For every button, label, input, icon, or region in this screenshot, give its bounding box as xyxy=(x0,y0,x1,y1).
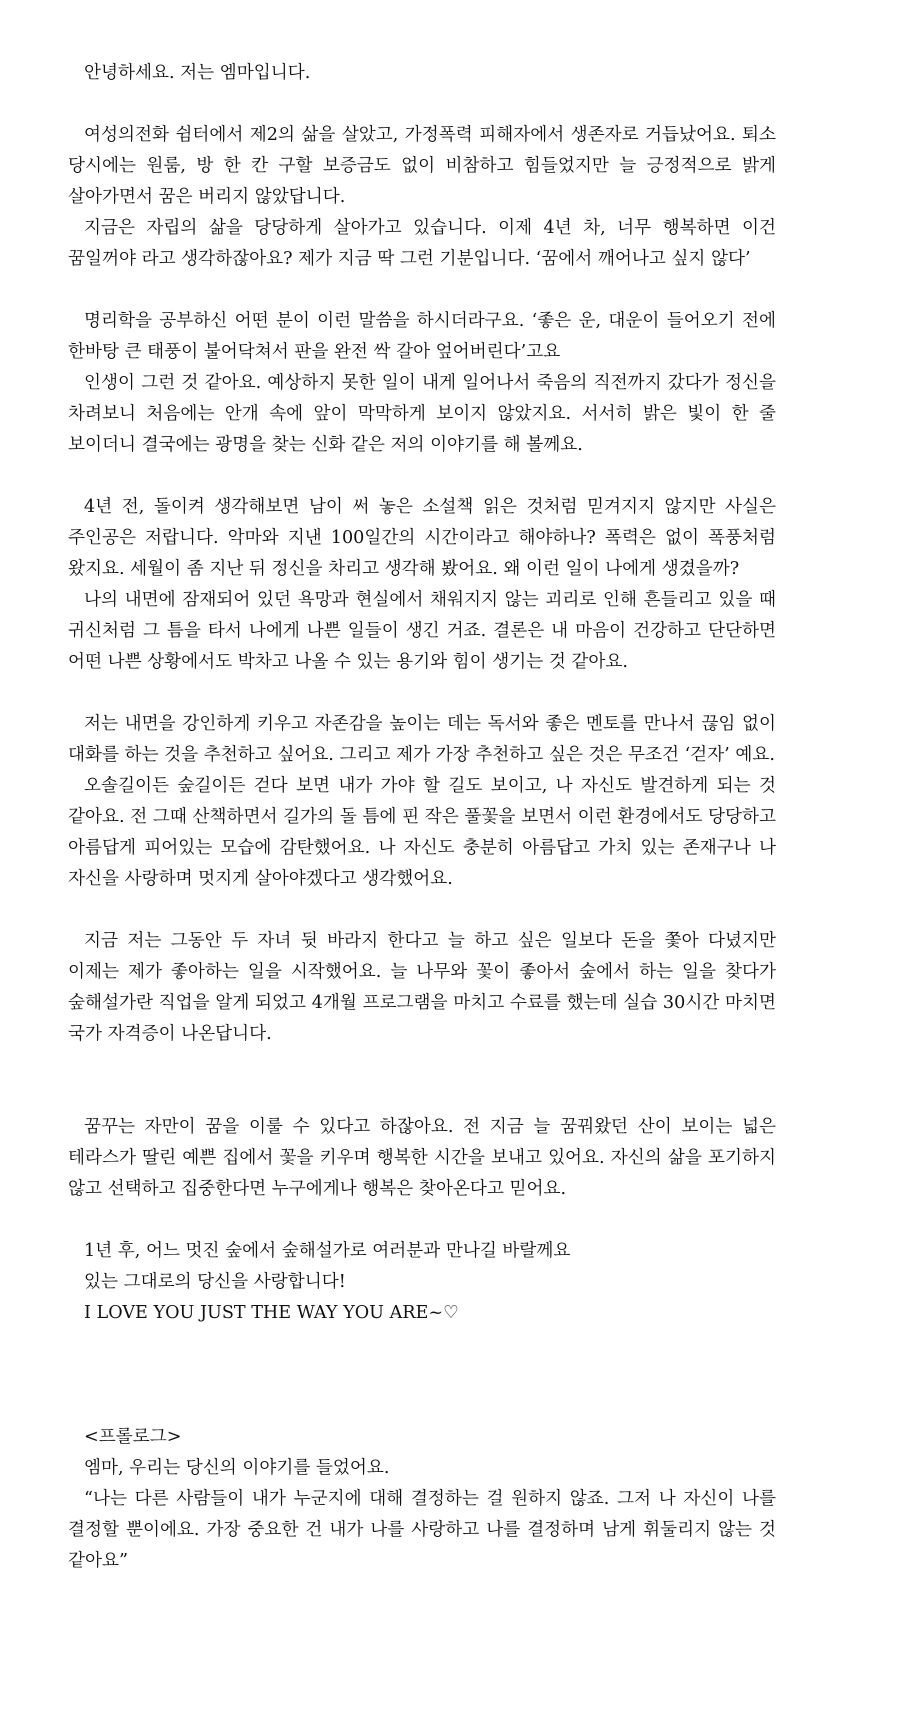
paragraph-inner-self: 나의 내면에 잠재되어 있던 욕망과 현실에서 채워지지 않는 괴리로 인해 흔들리고 있을 때 귀신처럼 그 틈을 타서 나에게 나쁜 일들이 생긴 거죠. 결론은 내 마음이 건강하고 단단하면 어떤 나쁜 상황에서도 박차고 나올 수 있는 용기와 힘이 생기는 것 같아요. xyxy=(68,590,776,672)
paragraph-love-yourself: 있는 그대로의 당신을 사랑합니다! xyxy=(84,1272,346,1292)
paragraph-prologue-quote: “나는 다른 사람들이 내가 누군지에 대해 결정하는 걸 원하지 않죠. 그저 나 자신이 나를 결정할 뿐이에요. 가장 중요한 건 내가 나를 사랑하고 나를 결정하며 남게 휘둘리지 않는 것 같아요” xyxy=(68,1489,776,1571)
paragraph-shelter: 여성의전화 쉼터에서 제2의 삶을 살았고, 가정폭력 피해자에서 생존자로 거듭났어요. 퇴소 당시에는 원룸, 방 한 칸 구할 보증금도 없이 비참하고 힘들었지만 늘 긍정적으로 밝게 살아가면서 꿈은 버리지 않았답니다. xyxy=(68,125,776,207)
paragraph-four-years-ago: 4년 전, 돌이켜 생각해보면 남이 써 놓은 소설책 읽은 것처럼 믿겨지지 않지만 사실은 주인공은 저랍니다. 악마와 지낸 100일간의 시간이라고 해야하나? 폭력은 없이 폭풍처럼 왔지요. 세월이 좀 지난 뒤 정신을 차리고 생각해 봤어요. 왜 이런 일이 나에게 생겼을까? xyxy=(68,497,776,579)
paragraph-life: 인생이 그런 것 같아요. 예상하지 못한 일이 내게 일어나서 죽음의 직전까지 갔다가 정신을 차려보니 처음에는 안개 속에 앞이 막막하게 보이지 않았지요. 서서히 밝은 빛이 한 줄 보이더니 결국에는 광명을 찾는 신화 같은 저의 이야기를 해 볼께요. xyxy=(68,373,776,455)
paragraph-fortune: 명리학을 공부하신 어떤 분이 이런 말씀을 하시더라구요. ‘좋은 운, 대운이 들어오기 전에 한바탕 큰 태풍이 불어닥쳐서 판을 완전 싹 갈아 엎어버린다’고요 xyxy=(68,311,776,362)
paragraph-forest-guide: 지금 저는 그동안 두 자녀 뒷 바라지 한다고 늘 하고 싶은 일보다 돈을 쫓아 다녔지만 이제는 제가 좋아하는 일을 시작했어요. 늘 나무와 꽃이 좋아서 숲에서 하는 일을 찾다가 숲해설가란 직업을 알게 되었고 4개월 프로그램을 마치고 수료를 했는데 실습 30시간 마치면 국가 자격증이 나온답니다. xyxy=(68,931,776,1044)
paragraph-dream: 꿈꾸는 자만이 꿈을 이룰 수 있다고 하잖아요. 전 지금 늘 꿈꿔왔던 산이 보이는 넓은 테라스가 딸린 예쁜 집에서 꽃을 키우며 행복한 시간을 보내고 있어요. 자신의 삶을 포기하지 않고 선택하고 집중한다면 누구에게나 행복은 찾아온다고 믿어요. xyxy=(68,1117,776,1199)
paragraph-love-english: I LOVE YOU JUST THE WAY YOU ARE~♡ xyxy=(84,1303,459,1323)
prologue-heading: <프롤로그> xyxy=(84,1427,182,1447)
document-body xyxy=(68,0,776,1577)
paragraph-walking: 오솔길이든 숲길이든 걷다 보면 내가 가야 할 길도 보이고, 나 자신도 발견하게 되는 것 같아요. 전 그때 산책하면서 길가의 돌 틈에 핀 작은 풀꽃을 보면서 이런 환경에서도 당당하고 아름답게 피어있는 모습에 감탄했어요. 나 자신도 충분히 아름답고 가치 있는 존재구나 나 자신을 사랑하며 멋지게 살아야겠다고 생각했어요. xyxy=(68,776,776,889)
paragraph-independence: 지금은 자립의 삶을 당당하게 살아가고 있습니다. 이제 4년 차, 너무 행복하면 이건 꿈일꺼야 라고 생각하잖아요? 제가 지금 딱 그런 기분입니다. ‘꿈에서 깨어나고 싶지 않다’ xyxy=(68,218,776,269)
paragraph-greeting: 안녕하세요. 저는 엠마입니다. xyxy=(84,63,311,83)
paragraph-recommend: 저는 내면을 강인하게 키우고 자존감을 높이는 데는 독서와 좋은 멘토를 만나서 끊임 없이 대화를 하는 것을 추천하고 싶어요. 그리고 제가 가장 추천하고 싶은 것은 무조건 ‘걷자’ 예요. xyxy=(68,714,776,765)
paragraph-one-year-later: 1년 후, 어느 멋진 숲에서 숲해설가로 여러분과 만나길 바랄께요 xyxy=(84,1241,571,1261)
top-margin xyxy=(68,0,776,58)
paragraph-prologue-intro: 엠마, 우리는 당신의 이야기를 들었어요. xyxy=(84,1458,390,1478)
